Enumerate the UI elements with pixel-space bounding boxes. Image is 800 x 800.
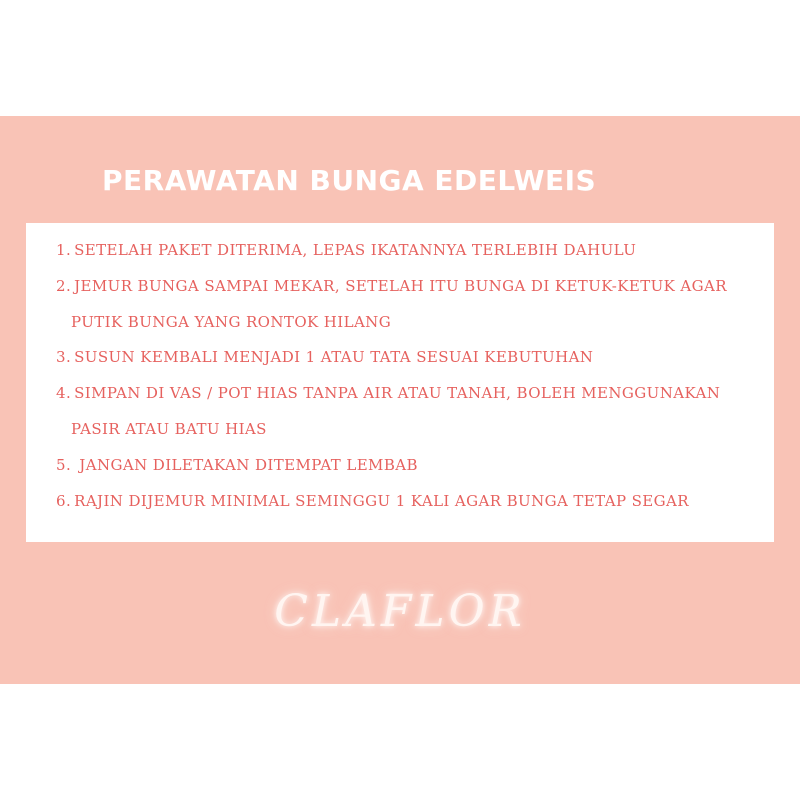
item-text: JEMUR BUNGA SAMPAI MEKAR, SETELAH ITU BUNGA DI KETUK-KETUK AGAR — [74, 277, 727, 295]
item-text-continuation: PUTIK BUNGA YANG RONTOK HILANG — [71, 313, 392, 331]
list-item — [56, 384, 721, 438]
brand-logo: CLAFLOR — [274, 586, 526, 637]
item-number: 1. — [56, 241, 72, 259]
item-number: 4. — [56, 384, 72, 402]
item-number: 2. — [56, 277, 72, 295]
list-item — [56, 456, 418, 474]
instructions-panel — [26, 223, 774, 542]
item-number: 3. — [56, 348, 72, 366]
list-item — [56, 348, 593, 366]
list-item — [56, 492, 689, 510]
list-item — [56, 241, 636, 259]
item-number: 5. — [56, 456, 72, 474]
item-text: SIMPAN DI VAS / POT HIAS TANPA AIR ATAU TANAH, BOLEH MENGGUNAKAN — [74, 384, 721, 402]
card-title: PERAWATAN BUNGA EDELWEIS — [102, 164, 597, 197]
item-text-continuation: PASIR ATAU BATU HIAS — [71, 420, 267, 438]
list-item — [56, 277, 727, 331]
item-text: SETELAH PAKET DITERIMA, LEPAS IKATANNYA TERLEBIH DAHULU — [74, 241, 637, 259]
item-text: JANGAN DILETAKAN DITEMPAT LEMBAB — [79, 456, 418, 474]
item-number: 6. — [56, 492, 72, 510]
care-card — [0, 116, 800, 684]
item-text: RAJIN DIJEMUR MINIMAL SEMINGGU 1 KALI AGAR BUNGA TETAP SEGAR — [74, 492, 689, 510]
item-text: SUSUN KEMBALI MENJADI 1 ATAU TATA SESUAI KEBUTUHAN — [74, 348, 594, 366]
